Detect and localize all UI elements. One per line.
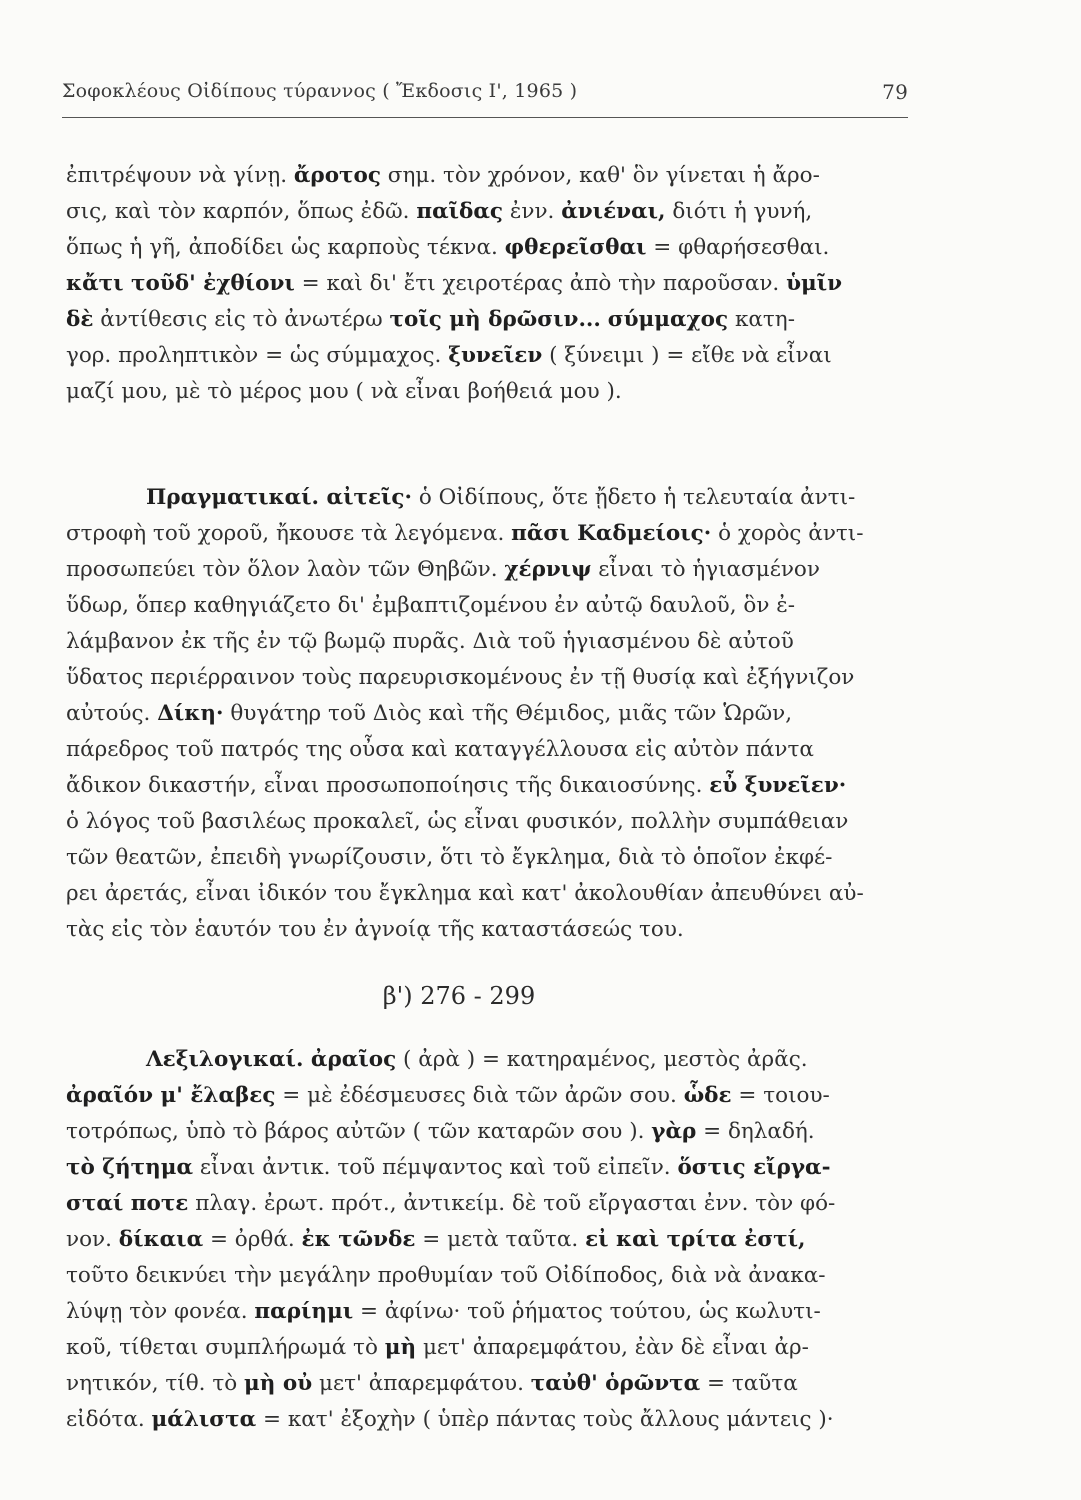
bold-term: τοῖς μὴ δρῶσιν...: [389, 307, 601, 332]
bold-term: ἐκ τῶνδε: [301, 1227, 416, 1252]
text-run: ρει ἀρετάς, εἶναι ἰδικόν του ἔγκλημα καὶ κατ' ἀκολουθίαν ἀπευθύνει αὐ-: [66, 881, 864, 906]
text-run: θυγάτηρ τοῦ Διὸς καὶ τῆς Θέμιδος, μιᾶς τῶν Ὡρῶν,: [223, 701, 793, 726]
text-line: [66, 588, 912, 624]
text-run: πλαγ. ἐρωτ. πρότ., ἀντικείμ. δὲ τοῦ εἴργασται ἐνν. τὸν φό-: [188, 1191, 836, 1216]
text-run: ( ξύνειμι ) = εἴθε νὰ εἶναι: [542, 343, 832, 368]
bold-term: Πραγματικαί. αἰτεῖς·: [146, 485, 412, 510]
text-run: = τοιου-: [731, 1083, 830, 1108]
text-run: κοῦ, τίθεται συμπλήρωμά τὸ: [66, 1335, 385, 1360]
bold-term: σύμμαχος: [607, 307, 729, 332]
text-line: [66, 1150, 912, 1186]
text-line: [66, 1042, 912, 1078]
text-run: ( ἀρὰ ) = κατηραμένος, μεστὸς ἀρᾶς.: [396, 1047, 808, 1072]
section-number: β') 276 - 299: [382, 982, 536, 1010]
text-line: [66, 516, 912, 552]
text-run: ὅπως ἡ γῆ, ἀποδίδει ὡς καρποὺς τέκνα.: [66, 235, 505, 260]
bold-term: πᾶσι Καδμείοις·: [511, 521, 712, 546]
text-line: [66, 552, 912, 588]
text-line: [66, 1078, 912, 1114]
text-run: ὁ χορὸς ἀντι-: [711, 521, 864, 546]
text-line: [66, 374, 912, 410]
text-run: = δηλαδή.: [696, 1119, 815, 1144]
text-run: = ταῦτα: [700, 1371, 798, 1396]
running-header: [62, 80, 908, 102]
text-run: = καὶ δι' ἔτι χειροτέρας ἀπὸ τὴν παροῦσαν.: [294, 271, 787, 296]
section-heading: [66, 976, 912, 1016]
text-run: = κατ' ἐξοχὴν ( ὑπὲρ πάντας τοὺς ἄλλους μάντεις )·: [256, 1407, 834, 1432]
bold-term: ὅστις εἴργα-: [677, 1155, 831, 1180]
text-line: [66, 624, 912, 660]
text-line: [66, 768, 912, 804]
text-run: τοῦτο δεικνύει τὴν μεγάλην προθυμίαν τοῦ Οἰδίποδος, διὰ νὰ ἀνακα-: [66, 1263, 826, 1288]
paragraph-lexilogikai: [66, 1042, 912, 1438]
text-run: τῶν θεατῶν, ἐπειδὴ γνωρίζουσιν, ὅτι τὸ ἔγκλημα, διὰ τὸ ὁποῖον ἐκφέ-: [66, 845, 833, 870]
bold-term: τὸ ζήτημα: [66, 1155, 194, 1180]
bold-term: μάλιστα: [151, 1407, 257, 1432]
bold-term: ἀραῖόν μ' ἔλαβες: [66, 1083, 276, 1108]
text-run: ὁ Οἰδίπους, ὅτε ᾔδετο ἡ τελευταία ἀντι-: [412, 485, 856, 510]
text-run: ἐνν.: [503, 199, 562, 224]
text-run: = μὲ ἐδέσμευσες διὰ τῶν ἀρῶν σου.: [275, 1083, 684, 1108]
text-run: πάρεδρος τοῦ πατρός της οὖσα καὶ καταγγέλλουσα εἰς αὐτὸν πάντα: [66, 737, 814, 762]
text-run: λύψῃ τὸν φονέα.: [66, 1299, 255, 1324]
text-run: = ἀφίνω· τοῦ ῥήματος τούτου, ὡς κωλυτι-: [353, 1299, 821, 1324]
text-run: ὕδατος περιέρραινον τοὺς παρευρισκομένους ἐν τῇ θυσίᾳ καὶ ἐξήγνιζον: [66, 665, 855, 690]
text-run: εἶναι ἀντικ. τοῦ πέμψαντος καὶ τοῦ εἰπεῖν.: [193, 1155, 678, 1180]
text-line: [66, 266, 912, 302]
bold-term: Δίκη·: [157, 701, 224, 726]
text-line: [66, 1402, 912, 1438]
text-line: [66, 912, 912, 948]
bold-term: ξυνεῖεν: [448, 343, 543, 368]
bold-term: γὰρ: [651, 1119, 697, 1144]
text-line: [66, 480, 912, 516]
text-run: τὰς εἰς τὸν ἑαυτόν του ἐν ἀγνοίᾳ τῆς καταστάσεώς του.: [66, 917, 684, 942]
running-title: Σοφοκλέους Οἰδίπους τύραννος ( Ἔκδοσις Ι', 1965 ): [62, 80, 578, 102]
text-line: [66, 1258, 912, 1294]
text-line: [66, 1222, 912, 1258]
text-run: αὐτούς.: [66, 701, 158, 726]
bold-term: ἄροτος: [293, 163, 381, 188]
text-run: λάμβανον ἐκ τῆς ἐν τῷ βωμῷ πυρᾶς. Διὰ τοῦ ἡγιασμένου δὲ αὐτοῦ: [66, 629, 794, 654]
text-run: προσωπεύει τὸν ὅλον λαὸν τῶν Θηβῶν.: [66, 557, 505, 582]
text-run: ἀντίθεσις εἰς τὸ ἀνωτέρω: [93, 307, 390, 332]
bold-term: ἀνιέναι,: [561, 199, 666, 224]
bold-term: εὖ ξυνεῖεν·: [709, 773, 847, 798]
text-line: [66, 696, 912, 732]
paragraph-glossary-continuation: [66, 158, 912, 410]
text-run: νητικόν, τίθ. τὸ: [66, 1371, 245, 1396]
text-line: [66, 194, 912, 230]
bold-term: ταὐθ' ὁρῶντα: [530, 1371, 701, 1396]
text-line: [66, 1330, 912, 1366]
text-line: [66, 302, 912, 338]
text-run: σις, καὶ τὸν καρπόν, ὅπως ἐδῶ.: [66, 199, 417, 224]
text-run: ὁ λόγος τοῦ βασιλέως προκαλεῖ, ὡς εἶναι φυσικόν, πολλὴν συμπάθειαν: [66, 809, 849, 834]
text-line: [66, 876, 912, 912]
text-run: ἄδικον δικαστήν, εἶναι προσωποποίησις τῆς δικαιοσύνης.: [66, 773, 710, 798]
bold-term: χέρνιψ: [504, 557, 592, 582]
text-line: [66, 1186, 912, 1222]
text-line: [66, 1294, 912, 1330]
text-run: σημ. τὸν χρόνον, καθ' ὃν γίνεται ἡ ἄρο-: [380, 163, 820, 188]
bold-term: ὧδε: [683, 1083, 732, 1108]
text-run: διότι ἡ γυνή,: [665, 199, 813, 224]
bold-term: εἰ καὶ τρίτα ἐστί,: [585, 1227, 806, 1252]
bold-term: παῖδας: [416, 199, 504, 224]
text-run: στροφὴ τοῦ χοροῦ, ἤκουσε τὰ λεγόμενα.: [66, 521, 512, 546]
text-run: εἶναι τὸ ἡγιασμένον: [591, 557, 820, 582]
text-run: μαζί μου, μὲ τὸ μέρος μου ( νὰ εἶναι βοήθειά μου ).: [66, 379, 622, 404]
bold-term: δίκαια: [118, 1227, 204, 1252]
text-run: [601, 307, 608, 332]
bold-term: παρίημι: [254, 1299, 354, 1324]
text-run: μετ' ἀπαρεμφάτου, ἐὰν δὲ εἶναι ἀρ-: [416, 1335, 809, 1360]
text-run: μετ' ἀπαρεμφάτου.: [312, 1371, 531, 1396]
text-run: = μετὰ ταῦτα.: [415, 1227, 586, 1252]
text-line: [66, 1114, 912, 1150]
bold-term: ὑμῖν: [786, 271, 843, 296]
text-run: εἰδότα.: [66, 1407, 152, 1432]
bold-term: σταί ποτε: [66, 1191, 189, 1216]
text-run: = ὀρθά.: [203, 1227, 302, 1252]
text-run: ἐπιτρέψουν νὰ γίνῃ.: [66, 163, 294, 188]
text-run: = φθαρήσεσθαι.: [646, 235, 830, 260]
bold-term: μὴ: [384, 1335, 417, 1360]
page-number: 79: [882, 80, 908, 104]
text-line: [66, 158, 912, 194]
bold-term: Λεξιλογικαί. ἀραῖος: [146, 1047, 397, 1072]
text-line: [66, 338, 912, 374]
text-run: τοτρόπως, ὑπὸ τὸ βάρος αὐτῶν ( τῶν καταρῶν σου ).: [66, 1119, 652, 1144]
text-line: [66, 732, 912, 768]
bold-term: φθερεῖσθαι: [504, 235, 647, 260]
text-run: κατη-: [728, 307, 795, 332]
bold-term: κἄτι τοῦδ' ἐχθίονι: [66, 271, 295, 296]
bold-term: δὲ: [66, 307, 94, 332]
text-run: νον.: [66, 1227, 119, 1252]
text-run: γορ. προληπτικὸν = ὡς σύμμαχος.: [66, 343, 449, 368]
text-line: [66, 840, 912, 876]
text-line: [66, 1366, 912, 1402]
header-rule: [62, 117, 908, 118]
paragraph-pragmatikai: [66, 480, 912, 948]
bold-term: μὴ οὐ: [244, 1371, 313, 1396]
text-line: [66, 230, 912, 266]
text-line: [66, 804, 912, 840]
text-run: ὕδωρ, ὅπερ καθηγιάζετο δι' ἐμβαπτιζομένου ἐν αὐτῷ δαυλοῦ, ὃν ἐ-: [66, 593, 796, 618]
text-line: [66, 660, 912, 696]
